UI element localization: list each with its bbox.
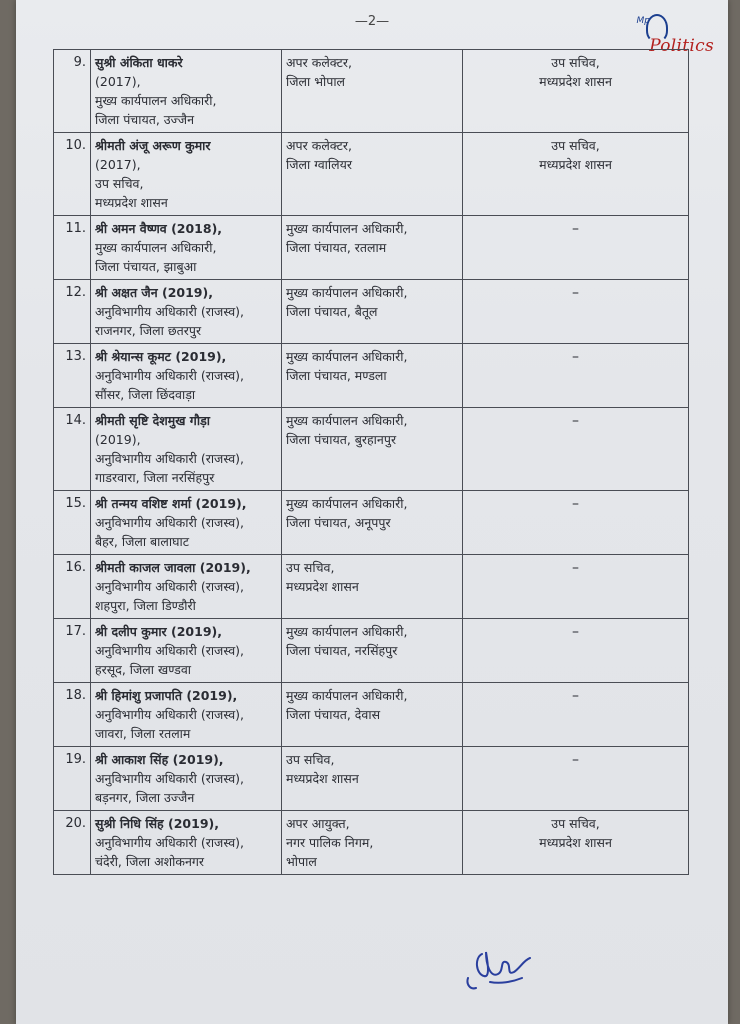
officer-name: श्रीमती अंजू अरूण कुमार (95, 138, 211, 153)
posting-line: उप सचिव, (286, 752, 335, 767)
table-row (54, 555, 689, 619)
posting-line: उप सचिव, (286, 560, 335, 575)
serial-number: 15. (54, 491, 91, 555)
table-row (54, 344, 689, 408)
posting-line: जिला पंचायत, बैतूल (286, 304, 378, 319)
remark-cell (463, 619, 689, 683)
officer-name: सुश्री निधि सिंह (2019), (95, 816, 219, 831)
remark-line: मध्यप्रदेश शासन (539, 157, 612, 172)
new-posting-cell (282, 619, 463, 683)
serial-number: 11. (54, 216, 91, 280)
remark-line: – (572, 752, 579, 768)
table-row (54, 683, 689, 747)
posting-line: मुख्य कार्यपालन अधिकारी, (286, 221, 408, 236)
officer-cell (91, 747, 282, 811)
serial-number: 18. (54, 683, 91, 747)
serial-number: 12. (54, 280, 91, 344)
remark-cell (463, 408, 689, 491)
remark-cell (463, 216, 689, 280)
officer-detail-line: बड़नगर, जिला उज्जैन (95, 790, 195, 805)
serial-number: 9. (54, 50, 91, 133)
officer-cell (91, 619, 282, 683)
posting-line: नगर पालिक निगम, (286, 835, 374, 850)
serial-number: 13. (54, 344, 91, 408)
posting-line: जिला पंचायत, अनूपपुर (286, 515, 391, 530)
posting-line: मुख्य कार्यपालन अधिकारी, (286, 285, 408, 300)
new-posting-cell (282, 747, 463, 811)
new-posting-cell (282, 811, 463, 875)
officer-detail-line: अनुविभागीय अधिकारी (राजस्व), (95, 304, 244, 319)
serial-number: 10. (54, 133, 91, 216)
posting-line: जिला ग्वालियर (286, 157, 352, 172)
posting-line: अपर कलेक्टर, (286, 138, 353, 153)
officer-detail-line: अनुविभागीय अधिकारी (राजस्व), (95, 771, 244, 786)
officer-detail-line: अनुविभागीय अधिकारी (राजस्व), (95, 451, 244, 466)
logo-small-text: Mp (636, 16, 650, 26)
serial-number: 14. (54, 408, 91, 491)
officer-name: श्री श्रेयान्स कूमट (2019), (95, 349, 227, 364)
officer-detail-line: गाडरवारा, जिला नरसिंहपुर (95, 470, 215, 485)
officer-cell (91, 344, 282, 408)
remark-cell (463, 747, 689, 811)
officer-detail-line: अनुविभागीय अधिकारी (राजस्व), (95, 579, 244, 594)
officer-cell (91, 133, 282, 216)
officer-detail-line: जिला पंचायत, झाबुआ (95, 259, 197, 274)
serial-number: 19. (54, 747, 91, 811)
remark-line: – (572, 413, 579, 429)
officer-cell (91, 50, 282, 133)
posting-line: भोपाल (286, 854, 317, 869)
officer-detail-line: मुख्य कार्यपालन अधिकारी, (95, 240, 217, 255)
posting-line: जिला पंचायत, मण्डला (286, 368, 387, 383)
new-posting-cell (282, 133, 463, 216)
table-row (54, 216, 689, 280)
officer-name: श्री अक्षत जैन (2019), (95, 285, 213, 300)
remark-cell (463, 344, 689, 408)
officer-detail-line: चंदेरी, जिला अशोकनगर (95, 854, 205, 869)
new-posting-cell (282, 491, 463, 555)
remark-line: – (572, 496, 579, 512)
officer-name: श्री दलीप कुमार (2019), (95, 624, 222, 639)
remark-line: मध्यप्रदेश शासन (539, 74, 612, 89)
officer-detail-line: शहपुरा, जिला डिण्डौरी (95, 598, 196, 613)
officer-cell (91, 555, 282, 619)
logo-text: Politics (649, 36, 714, 56)
remark-cell (463, 683, 689, 747)
remark-line: उप सचिव, (551, 55, 600, 70)
serial-number: 16. (54, 555, 91, 619)
posting-line: मुख्य कार्यपालन अधिकारी, (286, 688, 408, 703)
officer-name: श्री आकाश सिंह (2019), (95, 752, 224, 767)
remark-cell (463, 280, 689, 344)
officer-detail-line: राजनगर, जिला छतरपुर (95, 323, 202, 338)
remark-cell (463, 50, 689, 133)
posting-line: मध्यप्रदेश शासन (286, 771, 359, 786)
new-posting-cell (282, 280, 463, 344)
remark-cell (463, 491, 689, 555)
officer-detail-line: (2019), (95, 432, 141, 447)
officer-cell (91, 491, 282, 555)
remark-cell (463, 555, 689, 619)
officer-detail-line: उप सचिव, (95, 176, 144, 191)
officer-detail-line: जावरा, जिला रतलाम (95, 726, 191, 741)
officer-name: श्रीमती काजल जावला (2019), (95, 560, 251, 575)
posting-line: मुख्य कार्यपालन अधिकारी, (286, 349, 408, 364)
remark-line: उप सचिव, (551, 816, 600, 831)
officer-detail-line: मध्यप्रदेश शासन (95, 195, 168, 210)
posting-line: मुख्य कार्यपालन अधिकारी, (286, 496, 408, 511)
officer-detail-line: जिला पंचायत, उज्जैन (95, 112, 195, 127)
new-posting-cell (282, 344, 463, 408)
new-posting-cell (282, 408, 463, 491)
remark-line: – (572, 688, 579, 704)
new-posting-cell (282, 50, 463, 133)
posting-line: मध्यप्रदेश शासन (286, 579, 359, 594)
remark-line: – (572, 285, 579, 301)
posting-line: जिला पंचायत, रतलाम (286, 240, 387, 255)
officer-cell (91, 683, 282, 747)
table-row (54, 408, 689, 491)
new-posting-cell (282, 683, 463, 747)
serial-number: 17. (54, 619, 91, 683)
remark-line: – (572, 560, 579, 576)
officer-detail-line: अनुविभागीय अधिकारी (राजस्व), (95, 707, 244, 722)
remark-line: – (572, 221, 579, 237)
posting-line: जिला पंचायत, बुरहानपुर (286, 432, 397, 447)
page-number: —2— (354, 14, 390, 29)
officer-name: श्री तन्मय वशिष्ट शर्मा (2019), (95, 496, 247, 511)
table-row (54, 133, 689, 216)
table-row (54, 747, 689, 811)
table-row (54, 619, 689, 683)
remark-cell (463, 133, 689, 216)
officer-name: श्री हिमांशु प्रजापति (2019), (95, 688, 238, 703)
posting-line: अपर कलेक्टर, (286, 55, 353, 70)
remark-line: उप सचिव, (551, 138, 600, 153)
officer-detail-line: हरसूद, जिला खण्डवा (95, 662, 192, 677)
table-row (54, 811, 689, 875)
serial-number: 20. (54, 811, 91, 875)
table-row (54, 280, 689, 344)
officer-detail-line: बैहर, जिला बालाघाट (95, 534, 190, 549)
table-row (54, 50, 689, 133)
officer-cell (91, 408, 282, 491)
officer-detail-line: अनुविभागीय अधिकारी (राजस्व), (95, 835, 244, 850)
officer-cell (91, 216, 282, 280)
officer-name: सुश्री अंकिता धाकरे (95, 55, 183, 70)
remark-cell (463, 811, 689, 875)
remark-line: – (572, 349, 579, 365)
remark-line: मध्यप्रदेश शासन (539, 835, 612, 850)
remark-line: – (572, 624, 579, 640)
posting-line: मुख्य कार्यपालन अधिकारी, (286, 413, 408, 428)
table-row (54, 491, 689, 555)
transfer-order-table (53, 49, 689, 875)
posting-line: मुख्य कार्यपालन अधिकारी, (286, 624, 408, 639)
posting-line: अपर आयुक्त, (286, 816, 350, 831)
officer-name: श्री अमन वैष्णव (2018), (95, 221, 223, 236)
posting-line: जिला पंचायत, नरसिंहपुर (286, 643, 398, 658)
officer-detail-line: मुख्य कार्यपालन अधिकारी, (95, 93, 217, 108)
officer-detail-line: सौंसर, जिला छिंदवाड़ा (95, 387, 196, 402)
new-posting-cell (282, 216, 463, 280)
posting-line: जिला भोपाल (286, 74, 346, 89)
officer-detail-line: (2017), (95, 157, 141, 172)
posting-line: जिला पंचायत, देवास (286, 707, 381, 722)
new-posting-cell (282, 555, 463, 619)
officer-detail-line: (2017), (95, 74, 141, 89)
officer-cell (91, 811, 282, 875)
officer-detail-line: अनुविभागीय अधिकारी (राजस्व), (95, 368, 244, 383)
officer-name: श्रीमती सृष्टि देशमुख गौड़ा (95, 413, 211, 428)
signature (460, 938, 550, 998)
officer-detail-line: अनुविभागीय अधिकारी (राजस्व), (95, 515, 244, 530)
officer-cell (91, 280, 282, 344)
officer-detail-line: अनुविभागीय अधिकारी (राजस्व), (95, 643, 244, 658)
